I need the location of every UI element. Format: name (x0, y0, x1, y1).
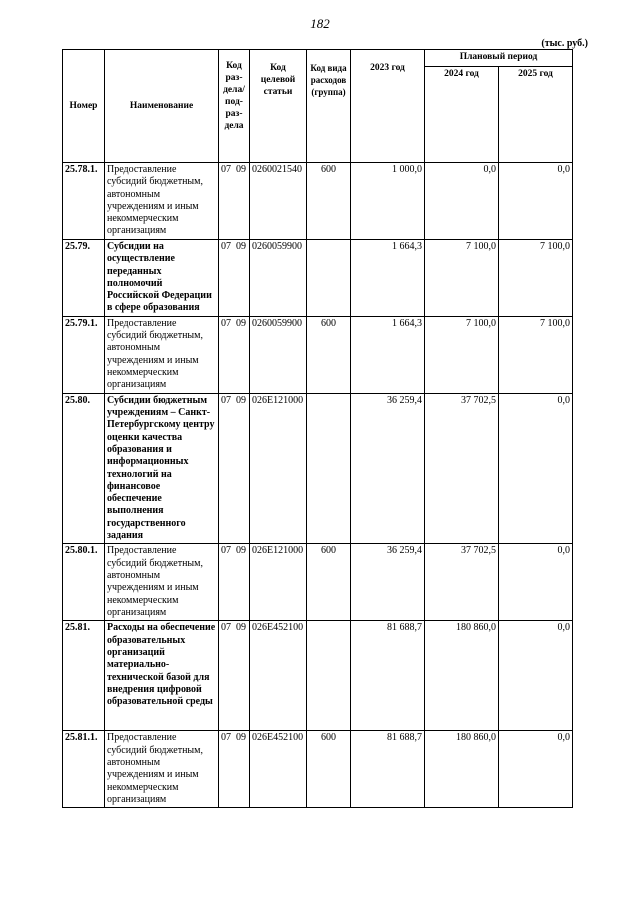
row-2024: 180 860,0 (425, 621, 499, 731)
table-row (63, 393, 573, 544)
table-row (63, 621, 573, 731)
header-2025: 2025 год (499, 67, 573, 163)
row-razdel (219, 163, 250, 240)
row-podrazdel-code: 09 (236, 545, 246, 557)
row-2025: 0,0 (499, 731, 573, 808)
header-razdel: Код раз-дела/ под-раз-дела (219, 50, 250, 163)
row-expense-type (307, 240, 351, 317)
row-2024: 37 702,5 (425, 393, 499, 544)
row-razdel-code: 07 (221, 545, 231, 557)
header-2023: 2023 год (351, 50, 425, 163)
table-row (63, 544, 573, 621)
row-podrazdel-code: 09 (236, 622, 246, 634)
row-number: 25.80. (63, 393, 105, 544)
row-number: 25.81. (63, 621, 105, 731)
row-number: 25.81.1. (63, 731, 105, 808)
row-number: 25.78.1. (63, 163, 105, 240)
row-target-article: 0260059900 (250, 316, 307, 393)
row-2025: 7 100,0 (499, 240, 573, 317)
header-plan-period: Плановый период (425, 50, 573, 67)
row-razdel-code: 07 (221, 394, 231, 406)
row-number: 25.80.1. (63, 544, 105, 621)
row-razdel (219, 240, 250, 317)
row-expense-type: 600 (307, 163, 351, 240)
row-podrazdel-code: 09 (236, 394, 246, 406)
row-razdel (219, 316, 250, 393)
row-target-article: 026Е452100 (250, 621, 307, 731)
row-name: Предоставление субсидий бюджетным, автономным учреждениям и иным некоммерческим организациям (105, 731, 219, 808)
row-2025: 0,0 (499, 544, 573, 621)
row-razdel-code: 07 (221, 622, 231, 634)
row-2024: 7 100,0 (425, 240, 499, 317)
row-razdel (219, 393, 250, 544)
header-expense-type: Код вида расходов (группа) (307, 50, 351, 163)
row-2024: 0,0 (425, 163, 499, 240)
row-podrazdel-code: 09 (236, 732, 246, 744)
row-2023: 81 688,7 (351, 731, 425, 808)
row-2023: 36 259,4 (351, 393, 425, 544)
row-razdel-code: 07 (221, 241, 231, 252)
row-target-article: 026Е121000 (250, 393, 307, 544)
units-label: (тыс. руб.) (541, 38, 588, 49)
row-name: Субсидии на осуществление переданных полномочий Российской Федерации в сфере образования (105, 240, 219, 317)
row-2025: 0,0 (499, 163, 573, 240)
row-target-article: 0260059900 (250, 240, 307, 317)
row-razdel (219, 731, 250, 808)
row-expense-type: 600 (307, 316, 351, 393)
row-name: Предоставление субсидий бюджетным, автономным учреждениям и иным некоммерческим организациям (105, 544, 219, 621)
row-target-article: 026Е121000 (250, 544, 307, 621)
row-name: Предоставление субсидий бюджетным, автономным учреждениям и иным некоммерческим организациям (105, 163, 219, 240)
row-podrazdel-code: 09 (236, 317, 246, 329)
row-2024: 7 100,0 (425, 316, 499, 393)
row-2025: 0,0 (499, 393, 573, 544)
row-razdel (219, 621, 250, 731)
row-number: 25.79.1. (63, 316, 105, 393)
table-row (63, 316, 573, 393)
row-podrazdel-code: 09 (236, 241, 246, 252)
table-row (63, 731, 573, 808)
row-2024: 180 860,0 (425, 731, 499, 808)
row-razdel-code: 07 (221, 164, 231, 175)
table-row (63, 240, 573, 317)
row-2025: 0,0 (499, 621, 573, 731)
row-target-article: 026Е452100 (250, 731, 307, 808)
row-razdel (219, 544, 250, 621)
header-name: Наименование (105, 50, 219, 163)
row-razdel-code: 07 (221, 317, 231, 329)
row-name: Предоставление субсидий бюджетным, автономным учреждениям и иным некоммерческим организациям (105, 316, 219, 393)
row-2023: 81 688,7 (351, 621, 425, 731)
row-name: Расходы на обеспечение образовательных организаций материально-технической базой для внедрения цифровой образовательной среды (105, 621, 219, 731)
budget-table (62, 49, 573, 808)
row-2023: 1 000,0 (351, 163, 425, 240)
table-row (63, 163, 573, 240)
row-expense-type: 600 (307, 544, 351, 621)
header-2024: 2024 год (425, 67, 499, 163)
row-podrazdel-code: 09 (236, 164, 246, 175)
row-number: 25.79. (63, 240, 105, 317)
row-expense-type: 600 (307, 731, 351, 808)
row-expense-type (307, 393, 351, 544)
header-target-article: Код целевой статьи (250, 50, 307, 163)
row-2023: 36 259,4 (351, 544, 425, 621)
row-2025: 7 100,0 (499, 316, 573, 393)
row-2023: 1 664,3 (351, 316, 425, 393)
page-number: 182 (310, 16, 330, 31)
row-expense-type (307, 621, 351, 731)
row-target-article: 0260021540 (250, 163, 307, 240)
row-name: Субсидии бюджетным учреждениям – Санкт-Петербургскому центру оценки качества образования и информационных технологий на финансовое обеспечение выполнения государственного задания (105, 393, 219, 544)
row-2023: 1 664,3 (351, 240, 425, 317)
row-razdel-code: 07 (221, 732, 231, 744)
row-2024: 37 702,5 (425, 544, 499, 621)
header-number: Номер (63, 50, 105, 163)
